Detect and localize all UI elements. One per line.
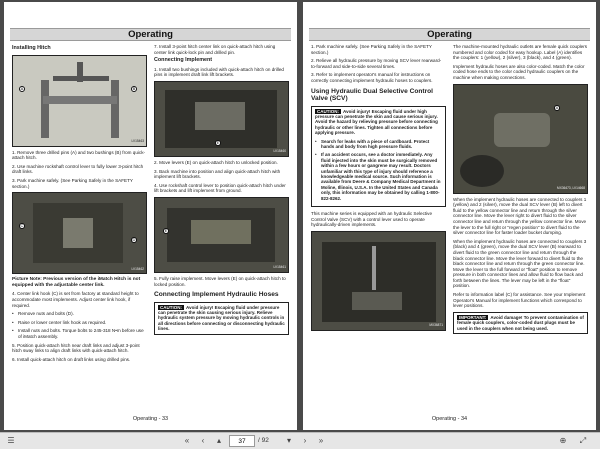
caution-bullet-2: • If an accident occurs, see a doctor immediately. Any fluid injected into the skin must be surgically removed within a few hours or gangrene may result. Doctors unfamiliar with this type of injury should reference a knowledgeable medical source. Such information is available from Deere & Company Medical Department in Moline, Illinois, U.S.A. In the United States and Canada only, this information may be obtained by calling 1-800-822-8262. (315, 152, 442, 201)
fullscreen-icon[interactable]: ⤢ (579, 436, 587, 445)
bullet-3: • Install nuts and bolts. Torque bolts to 245-318 N•m before use of iMatch assembly. (12, 328, 147, 339)
step-1: 1. Install two bushings included with quick-attach hitch on drilled pins in implement draft link lift brackets. (154, 66, 284, 78)
figure-couplers: A MX36473, LV14668 (453, 84, 588, 194)
figure-code: MX36871 (429, 323, 443, 328)
step-2: 2. Relieve all hydraulic pressure by moving SCV lever rearward-to-forward and side-to-side several times. (311, 58, 442, 69)
figure-code: LV15462 (131, 266, 144, 271)
bullet-2: • Raise or lower center link hook as required. (12, 320, 147, 326)
step-3: 3. Back machine into position and align quick-attach hitch with implement lift brackets. (154, 168, 281, 180)
figure-scv-lever (311, 231, 446, 331)
figure-implement-locked: E LV15461 (154, 197, 289, 273)
step-5: 5. Fully raise implement. Move levers (E) on quick-attach hitch to locked position. (154, 275, 286, 287)
right-column-2 (453, 44, 588, 338)
figure-code: LV15461 (273, 265, 286, 270)
important-box (453, 312, 588, 334)
caution-box (311, 106, 446, 208)
step-3: 3. Refer to implement operator's manual for instructions on correctly connecting implement hydraulic hoses to couplers. (311, 72, 433, 83)
page-total: / 92 (258, 437, 269, 444)
caution-text: Avoid injury! Escaping fluid under pressure can penetrate the skin causing serious injury. Relieve hydraulic system pressure by moving hydraulic controls in all directions before connecting or disconnecting hydraulic lines. (158, 304, 285, 332)
section-title: Operating (128, 29, 173, 40)
picture-note: Picture Note: Previous version of the iMatch Hitch is not equipped with the adjustable center link. (12, 277, 141, 288)
section-title: Operating (427, 29, 472, 40)
caution-label: CAUTION: (317, 108, 339, 114)
page-34 (303, 2, 596, 430)
paragraph-1: The machine-mounted hydraulic outlets are female quick couplers numbered and color coded for easy hookup. Label (A) identifies the couplers: 1 (yellow), 2 (silver), 3 (black), and 4 (green). (453, 44, 588, 61)
paragraph-2: Implement hydraulic hoses are also color-coded. Match the color coded hose ends to the color coded hydraulic couplers on the machine when making connections. (453, 63, 585, 80)
figure-hitch: A B LV15463 (12, 55, 147, 147)
zoom-icon[interactable]: ⊕ (559, 436, 567, 445)
right-column-1 (311, 44, 446, 334)
left-column-1 (12, 44, 147, 365)
step-5: 5. Position quick-attach hitch near draft links and adjust 3-point hitch sway links to align draft links with quick-attach hitch. (12, 342, 140, 354)
step-2: 2. Use machine rockshaft control lever to fully lower 3-point hitch draft links. (12, 163, 144, 175)
last-page-icon[interactable]: » (318, 436, 324, 445)
step-1: 1. Remove three drilled pins (A) and two bushings (B) from quick-attach hitch. (12, 149, 146, 161)
page-up-icon[interactable]: ▴ (216, 436, 221, 445)
heading-dual-scv: Using Hydraulic Dual Selective Control Valve (SCV) (311, 87, 434, 103)
left-column-2 (154, 44, 289, 339)
sidebar-toggle-icon[interactable]: ☰ (7, 436, 15, 445)
section-header (309, 28, 590, 41)
page-33 (4, 2, 297, 430)
paragraph-3: When the implement hydraulic hoses are connected to couplers 1 (yellow) and 2 (silver), move the dual SCV lever (B) left to divert fluid to the yellow connector line and return through the silver connector line. Move the lever right to divert fluid to the silver connector line and return through the yellow connector line. Move the lever to the full right or "regen position" to divert fluid to the silver connector line for faster loader bucket dumping. (453, 196, 587, 236)
page-down-icon[interactable]: ▾ (286, 436, 291, 445)
scv-paragraph: This machine series is equipped with an hydraulic Selective Control Valve (SCV) with a control lever used to operate hydraulically-driven implements. (311, 211, 433, 228)
figure-code: LV15460 (273, 149, 286, 154)
figure-implement-front: E LV15460 (154, 81, 289, 157)
section-header (10, 28, 291, 41)
step-4: 4. Center link hook (C) is set from factory at standard height to accommodate most implements. Adjust center link hook, if required. (12, 291, 139, 308)
step-1: 1. Park machine safely. (See Parking Safely in the SAFETY section.) (311, 44, 432, 55)
next-page-icon[interactable]: › (303, 436, 307, 445)
step-2: 2. Move levers (E) on quick-attach hitch to unlocked position. (154, 159, 278, 165)
page-footer: Operating - 33 (132, 416, 169, 422)
heading-hydraulic-hoses: Connecting Implement Hydraulic Hoses (154, 291, 279, 299)
caution-box (154, 302, 289, 335)
prev-page-icon[interactable]: ‹ (201, 436, 205, 445)
paragraph-4: When the implement hydraulic hoses are connected to couplers 3 (black) and 4 (green), move the dual SCV lever (B) rearward to divert fluid to the green connector line and return through the black connector line. Move the lever forward to divert fluid to the black connector line and return through the green connector line. Move the lever to the full forward or "float" position to remove pressure in both connector lines and allow fluid to flow back and forth between the lines. The lever may be left in the "float" position. (453, 238, 587, 289)
important-text: Avoid damage! To prevent contamination of female quick couplers, color-coded dust plugs must be used in the couplers when not being used. (457, 314, 584, 331)
step-7: 7. Install 3-point hitch center link on quick-attach hitch using center link quick-lock pin and drilled pin. (154, 44, 276, 55)
viewer-toolbar (0, 432, 600, 449)
step-4: 4. Use rockshaft control lever to position quick-attach hitch under lift brackets and lift implement from ground. (154, 182, 286, 194)
step-6: 6. Install quick-attach hitch on draft links using drilled pins. (12, 356, 131, 362)
heading-connecting-implement: Connecting Implement (154, 57, 213, 64)
caution-label: CAUTION: (160, 304, 182, 310)
bullet-1: • Remove nuts and bolts (D). (12, 311, 147, 317)
caution-text: Avoid injury! Escaping fluid under high pressure can penetrate the skin and cause serious injury. Avoid the hazard by relieving pressure before connecting hydraulic or other lines. Tighten all connections before applying pressure. (315, 108, 438, 136)
caution-bullet-1: • Search for leaks with a piece of cardboard. Protect hands and body from high pressure fluids. (315, 139, 442, 150)
figure-code: MX36473, LV14668 (557, 185, 585, 190)
paragraph-5: Refer to information label (C) for assistance. See your Implement Operator's Manual for implement functions which correspond to lever positions. (453, 292, 586, 309)
first-page-icon[interactable]: « (184, 436, 190, 445)
page-footer: Operating - 34 (431, 416, 468, 422)
page-number-input[interactable] (229, 435, 255, 447)
heading-installing-hitch: Installing Hitch (12, 45, 51, 51)
figure-code: LV15463 (131, 139, 144, 143)
step-3: 3. Park machine safely. (See Parking Safely in the SAFETY section.) (12, 177, 133, 189)
figure-center-link: C D LV15462 (12, 192, 147, 274)
important-label: IMPORTANT: (459, 314, 487, 320)
